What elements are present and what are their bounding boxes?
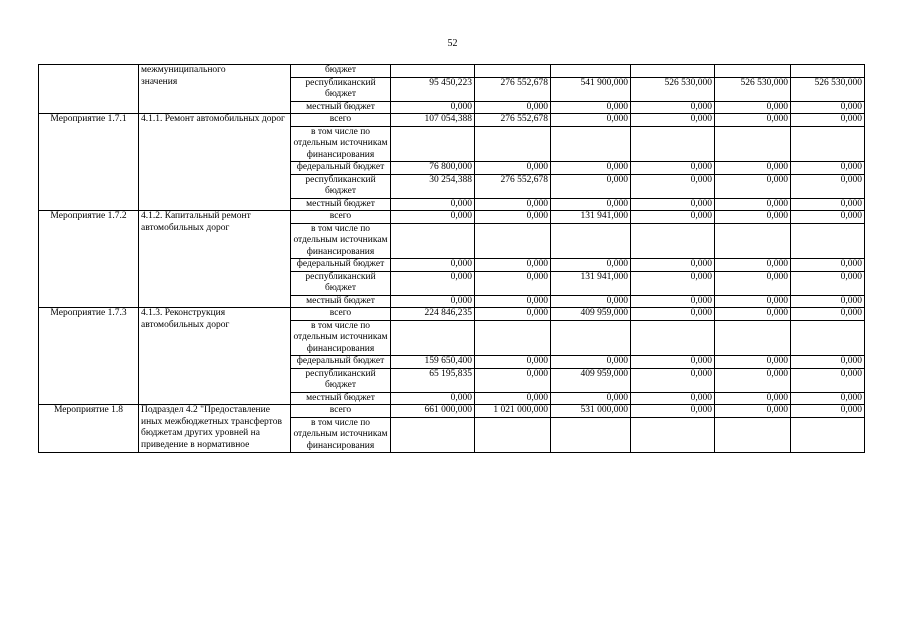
value-cell: 0,000	[475, 295, 551, 308]
value-cell: 409 959,000	[551, 308, 631, 321]
value-cell: 276 552,678	[475, 77, 551, 101]
value-cell: 0,000	[791, 259, 865, 272]
value-cell: 0,000	[391, 271, 475, 295]
value-cell: 0,000	[391, 295, 475, 308]
value-cell: 0,000	[551, 295, 631, 308]
value-cell: 0,000	[715, 211, 791, 224]
funding-source-cell: местный бюджет	[291, 198, 391, 211]
value-cell: 0,000	[391, 392, 475, 405]
value-cell: 531 000,000	[551, 405, 631, 418]
value-cell: 0,000	[791, 368, 865, 392]
value-cell: 0,000	[475, 392, 551, 405]
value-cell	[631, 126, 715, 162]
value-cell: 0,000	[391, 211, 475, 224]
value-cell	[791, 65, 865, 78]
value-cell	[475, 320, 551, 356]
funding-source-cell: в том числе по отдельным источникам финансирования	[291, 320, 391, 356]
funding-source-cell: республиканский бюджет	[291, 77, 391, 101]
value-cell: 0,000	[631, 405, 715, 418]
value-cell: 0,000	[791, 405, 865, 418]
value-cell: 0,000	[475, 271, 551, 295]
value-cell	[791, 417, 865, 453]
budget-table	[38, 64, 865, 453]
value-cell: 0,000	[791, 211, 865, 224]
value-cell	[631, 65, 715, 78]
value-cell: 0,000	[551, 114, 631, 127]
value-cell	[791, 126, 865, 162]
value-cell	[475, 223, 551, 259]
value-cell: 0,000	[715, 392, 791, 405]
event-cell: Мероприятие 1.8	[39, 405, 139, 453]
value-cell: 0,000	[791, 198, 865, 211]
value-cell: 0,000	[551, 101, 631, 114]
value-cell: 661 000,000	[391, 405, 475, 418]
value-cell: 0,000	[551, 198, 631, 211]
funding-source-cell: республиканский бюджет	[291, 174, 391, 198]
value-cell: 0,000	[631, 114, 715, 127]
value-cell: 0,000	[791, 162, 865, 175]
event-cell: Мероприятие 1.7.2	[39, 211, 139, 308]
value-cell: 0,000	[631, 198, 715, 211]
funding-source-cell: бюджет	[291, 65, 391, 78]
value-cell	[715, 223, 791, 259]
value-cell: 159 650,400	[391, 356, 475, 369]
description-cell: 4.1.2. Капитальный ремонт автомобильных дорог	[139, 211, 291, 308]
value-cell: 0,000	[475, 162, 551, 175]
funding-source-cell: местный бюджет	[291, 295, 391, 308]
value-cell: 0,000	[475, 211, 551, 224]
value-cell: 0,000	[715, 295, 791, 308]
value-cell: 0,000	[631, 174, 715, 198]
value-cell: 0,000	[391, 198, 475, 211]
value-cell: 0,000	[631, 271, 715, 295]
value-cell: 0,000	[631, 356, 715, 369]
value-cell: 0,000	[715, 308, 791, 321]
funding-source-cell: местный бюджет	[291, 101, 391, 114]
value-cell	[715, 65, 791, 78]
description-line: межмуниципального	[141, 65, 226, 75]
value-cell: 0,000	[551, 356, 631, 369]
description-cell: 4.1.3. Реконструкция автомобильных дорог	[139, 308, 291, 405]
value-cell	[791, 223, 865, 259]
value-cell	[475, 417, 551, 453]
table-row	[39, 65, 865, 78]
table-row	[39, 114, 865, 127]
value-cell: 0,000	[791, 271, 865, 295]
value-cell: 526 530,000	[715, 77, 791, 101]
value-cell	[631, 223, 715, 259]
value-cell	[551, 223, 631, 259]
value-cell: 541 900,000	[551, 77, 631, 101]
value-cell: 409 959,000	[551, 368, 631, 392]
value-cell: 0,000	[475, 368, 551, 392]
value-cell: 0,000	[715, 356, 791, 369]
value-cell: 0,000	[715, 259, 791, 272]
value-cell: 0,000	[631, 211, 715, 224]
value-cell: 95 450,223	[391, 77, 475, 101]
value-cell: 0,000	[791, 392, 865, 405]
funding-source-cell: федеральный бюджет	[291, 162, 391, 175]
value-cell: 526 530,000	[791, 77, 865, 101]
value-cell: 0,000	[791, 101, 865, 114]
value-cell: 0,000	[475, 259, 551, 272]
funding-source-cell: в том числе по отдельным источникам финансирования	[291, 223, 391, 259]
event-cell: Мероприятие 1.7.1	[39, 114, 139, 211]
table-row	[39, 308, 865, 321]
budget-table-body	[39, 65, 865, 453]
description-cell: Подраздел 4.2 "Предоставление иных межбюджетных трансфертов бюджетам других уровней на приведение в нормативное	[139, 405, 291, 453]
value-cell: 0,000	[631, 162, 715, 175]
value-cell: 224 846,235	[391, 308, 475, 321]
value-cell: 131 941,000	[551, 271, 631, 295]
funding-source-cell: республиканский бюджет	[291, 271, 391, 295]
value-cell: 0,000	[551, 392, 631, 405]
value-cell: 526 530,000	[631, 77, 715, 101]
value-cell: 0,000	[715, 101, 791, 114]
value-cell: 0,000	[791, 308, 865, 321]
funding-source-cell: республиканский бюджет	[291, 368, 391, 392]
value-cell	[391, 65, 475, 78]
value-cell: 0,000	[791, 295, 865, 308]
value-cell	[631, 417, 715, 453]
funding-source-cell: федеральный бюджет	[291, 356, 391, 369]
event-cell	[39, 65, 139, 114]
value-cell: 0,000	[715, 174, 791, 198]
value-cell: 0,000	[715, 368, 791, 392]
value-cell	[551, 126, 631, 162]
value-cell: 0,000	[391, 259, 475, 272]
value-cell: 0,000	[631, 308, 715, 321]
value-cell: 0,000	[631, 101, 715, 114]
value-cell: 0,000	[475, 308, 551, 321]
value-cell: 131 941,000	[551, 211, 631, 224]
value-cell: 0,000	[715, 405, 791, 418]
value-cell: 76 800,000	[391, 162, 475, 175]
value-cell	[715, 320, 791, 356]
value-cell	[391, 223, 475, 259]
value-cell: 0,000	[715, 198, 791, 211]
value-cell: 0,000	[715, 114, 791, 127]
value-cell: 0,000	[715, 271, 791, 295]
value-cell	[551, 65, 631, 78]
value-cell: 0,000	[791, 174, 865, 198]
funding-source-cell: всего	[291, 114, 391, 127]
funding-source-cell: всего	[291, 405, 391, 418]
funding-source-cell: местный бюджет	[291, 392, 391, 405]
value-cell	[791, 320, 865, 356]
value-cell: 1 021 000,000	[475, 405, 551, 418]
description-line: значения	[141, 76, 178, 87]
funding-source-cell: в том числе по отдельным источникам финансирования	[291, 417, 391, 453]
value-cell: 0,000	[631, 368, 715, 392]
value-cell: 0,000	[791, 356, 865, 369]
description-cell: 4.1.1. Ремонт автомобильных дорог	[139, 114, 291, 211]
value-cell	[715, 417, 791, 453]
funding-source-cell: всего	[291, 211, 391, 224]
value-cell: 0,000	[475, 356, 551, 369]
value-cell: 0,000	[791, 114, 865, 127]
value-cell: 0,000	[475, 198, 551, 211]
value-cell	[391, 417, 475, 453]
funding-source-cell: всего	[291, 308, 391, 321]
value-cell: 30 254,388	[391, 174, 475, 198]
value-cell	[631, 320, 715, 356]
value-cell	[715, 126, 791, 162]
description-cell	[139, 65, 291, 114]
value-cell: 0,000	[551, 259, 631, 272]
table-row	[39, 405, 865, 418]
value-cell	[475, 126, 551, 162]
funding-source-cell: федеральный бюджет	[291, 259, 391, 272]
value-cell	[551, 417, 631, 453]
value-cell: 0,000	[715, 162, 791, 175]
value-cell	[391, 126, 475, 162]
value-cell: 276 552,678	[475, 114, 551, 127]
event-cell: Мероприятие 1.7.3	[39, 308, 139, 405]
value-cell: 65 195,835	[391, 368, 475, 392]
value-cell: 0,000	[391, 101, 475, 114]
table-row	[39, 211, 865, 224]
value-cell	[391, 320, 475, 356]
value-cell: 0,000	[551, 162, 631, 175]
value-cell	[551, 320, 631, 356]
value-cell: 0,000	[551, 174, 631, 198]
value-cell	[475, 65, 551, 78]
value-cell: 0,000	[631, 259, 715, 272]
value-cell: 0,000	[631, 392, 715, 405]
value-cell: 0,000	[631, 295, 715, 308]
page-number: 52	[447, 38, 458, 49]
value-cell: 276 552,678	[475, 174, 551, 198]
value-cell: 0,000	[475, 101, 551, 114]
value-cell: 107 054,388	[391, 114, 475, 127]
funding-source-cell: в том числе по отдельным источникам финансирования	[291, 126, 391, 162]
